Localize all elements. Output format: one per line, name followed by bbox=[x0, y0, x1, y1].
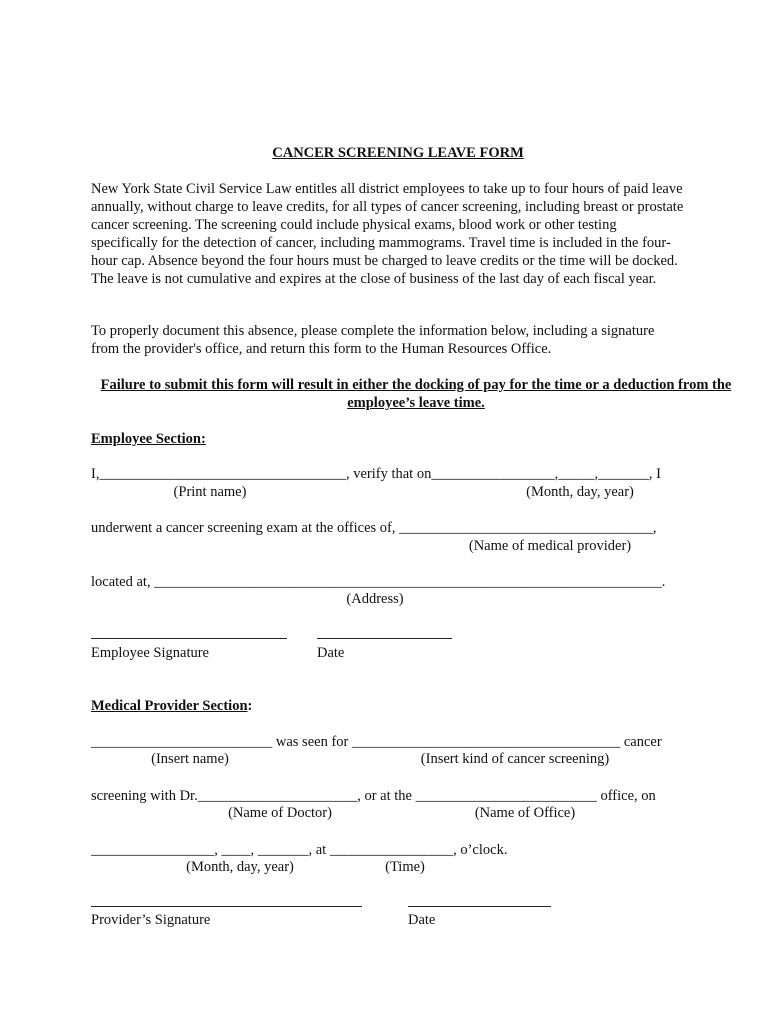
medical-provider-caption: (Name of medical provider) bbox=[468, 538, 632, 554]
insert-name-caption: (Insert name) bbox=[151, 751, 229, 767]
provider-signature-label: Provider’s Signature bbox=[91, 912, 211, 928]
provider-section-heading: Medical Provider Section: bbox=[91, 698, 253, 714]
instructions-paragraph: To properly document this absence, please complete the information below, including a signature from the provider's office, and return this form to the Human Resources Office. bbox=[91, 323, 655, 357]
employee-signature-label: Employee Signature bbox=[91, 645, 209, 661]
provider-line-date-time[interactable]: _________________, ____, _______, at _________________, o’clock. bbox=[91, 842, 508, 858]
employee-date-caption: (Month, day, year) bbox=[526, 484, 634, 500]
intro-paragraph: New York State Civil Service Law entitles all district employees to take up to four hours of paid leave annually, without charge to leave credits, for all types of cancer screening, including breast or prostate cancer screening. The screening could include physical exams, blood work or other testing specifically for the detection of cancer, including mammograms. Travel time is included in the four-hour cap. Absence beyond the four hours must be charged to leave credits or the time will be docked. The leave is not cumulative and expires at the close of business of the last day of each fiscal year. bbox=[91, 181, 684, 287]
provider-signature-date-label: Date bbox=[408, 912, 436, 928]
employee-line-address[interactable]: located at, ______________________________________________________________________. bbox=[91, 574, 666, 590]
employee-date-line[interactable] bbox=[317, 638, 452, 639]
provider-date-line[interactable] bbox=[408, 906, 551, 907]
employee-line-name-date[interactable]: I,__________________________________, verify that on_________________,_____,_______, I bbox=[91, 466, 661, 482]
doctor-name-caption: (Name of Doctor) bbox=[228, 805, 332, 821]
print-name-caption: (Print name) bbox=[173, 484, 247, 500]
employee-line-provider[interactable]: underwent a cancer screening exam at the offices of, ___________________________________, bbox=[91, 520, 657, 536]
employee-section-heading: Employee Section: bbox=[91, 431, 206, 447]
employee-signature-line[interactable] bbox=[91, 638, 287, 639]
employee-signature-date-label: Date bbox=[317, 645, 345, 661]
provider-line-doctor-office[interactable]: screening with Dr.______________________, or at the _________________________ office, on bbox=[91, 788, 656, 804]
address-caption: (Address) bbox=[346, 591, 404, 607]
provider-signature-line[interactable] bbox=[91, 906, 362, 907]
provider-line-patient[interactable]: _________________________ was seen for _____________________________________ cancer bbox=[91, 734, 662, 750]
warning-notice: Failure to submit this form will result in either the docking of pay for the time or a deduction from the employee’s leave time. bbox=[100, 377, 732, 411]
form-title: CANCER SCREENING LEAVE FORM bbox=[272, 145, 524, 161]
screening-kind-caption: (Insert kind of cancer screening) bbox=[420, 751, 610, 767]
provider-date-caption: (Month, day, year) bbox=[186, 859, 294, 875]
time-caption: (Time) bbox=[385, 859, 425, 875]
office-name-caption: (Name of Office) bbox=[474, 805, 576, 821]
